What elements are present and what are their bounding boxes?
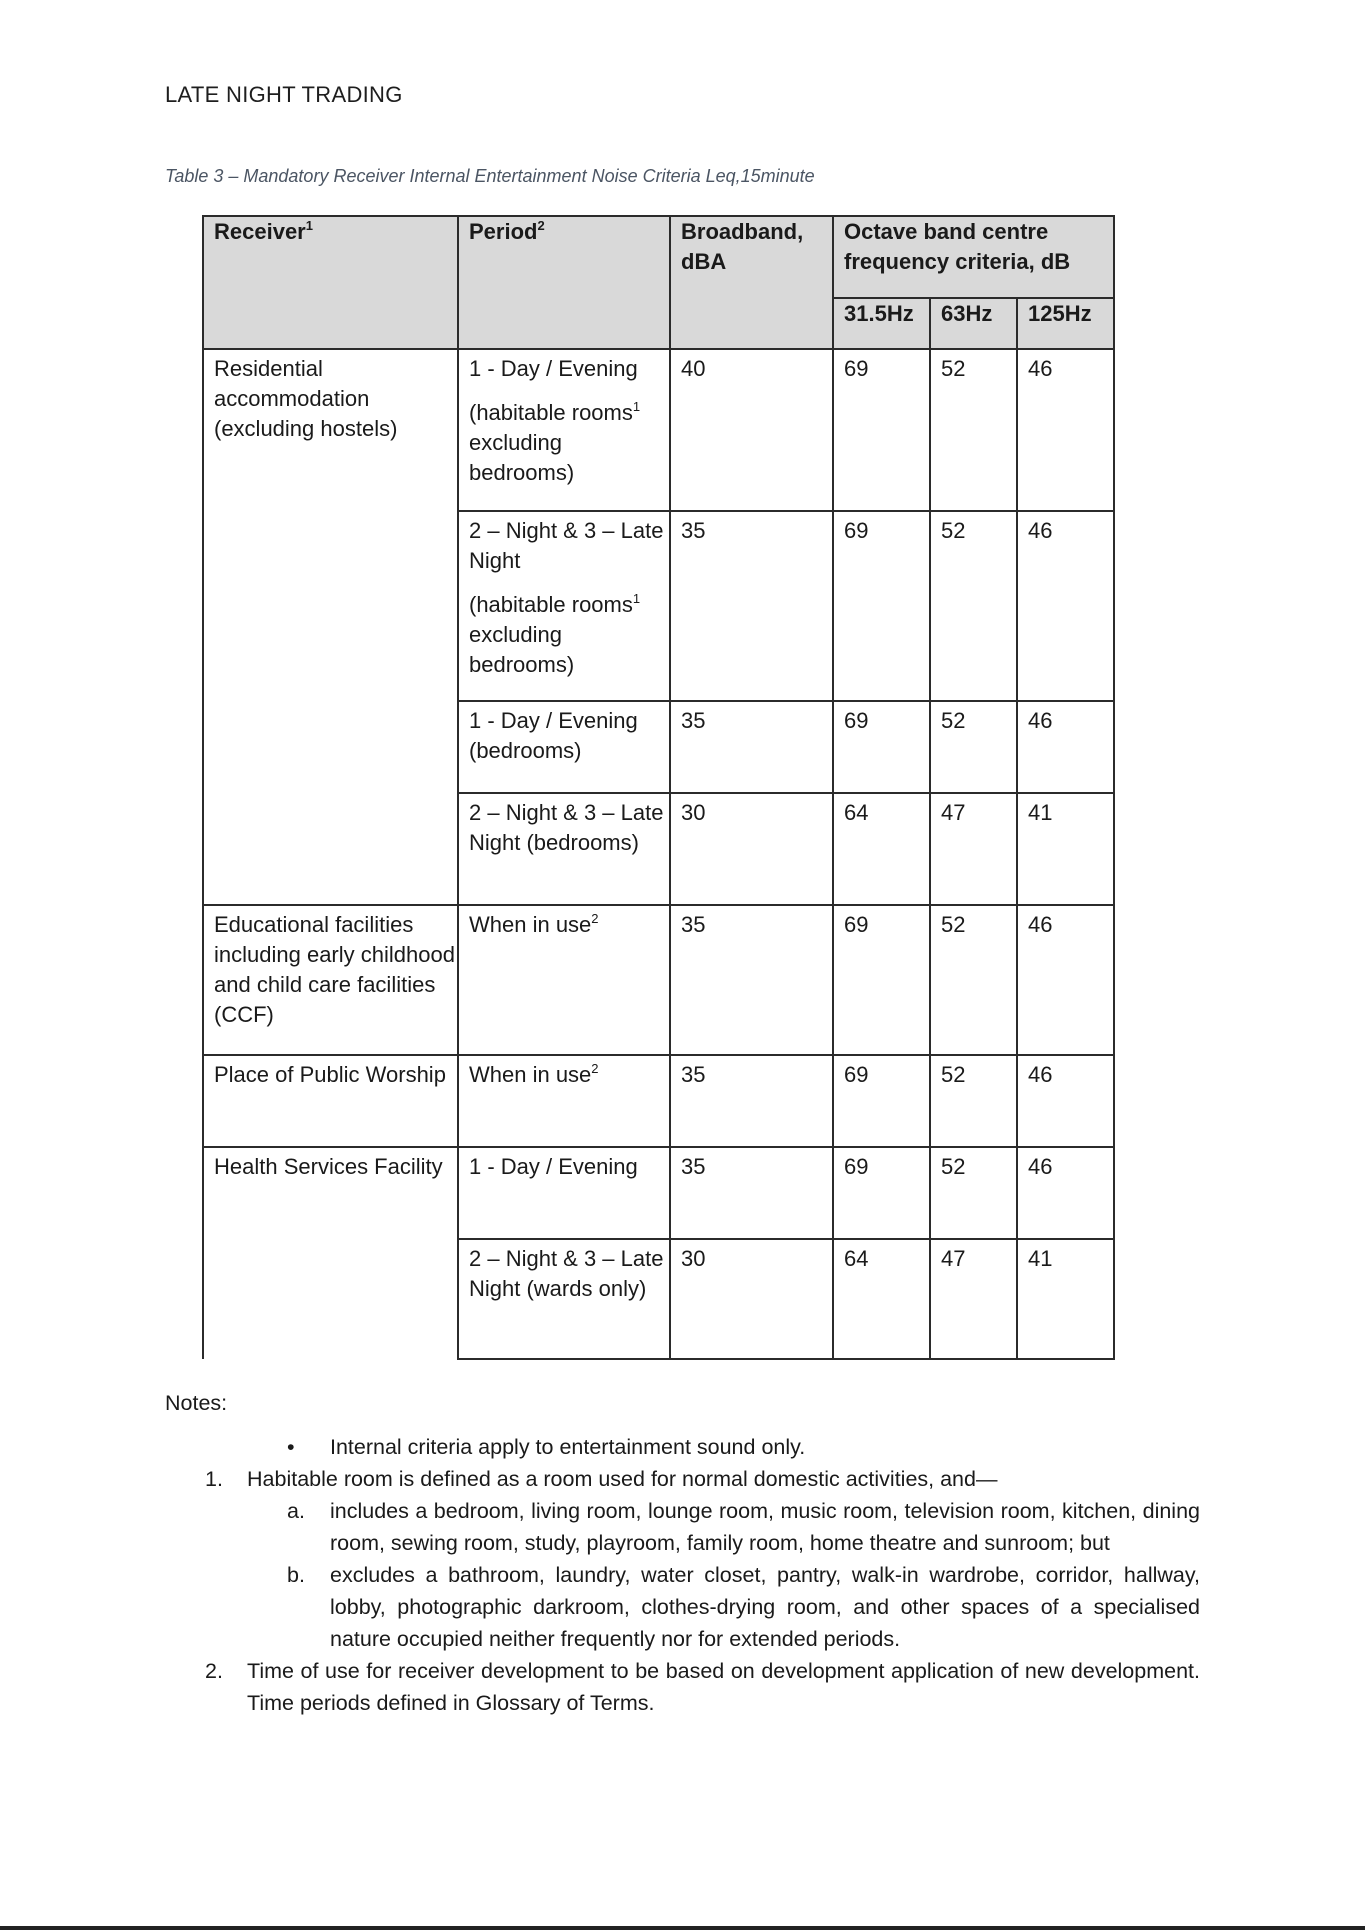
f3-cell: 46: [1017, 511, 1114, 701]
period-cell: 1 - Day / Evening (bedrooms): [458, 701, 670, 793]
period-note: (habitable rooms$^1$ excluding bedrooms): [469, 399, 641, 485]
f2-cell: 52: [930, 511, 1017, 701]
f1-cell: 64: [833, 793, 930, 905]
broadband-cell: 35: [670, 701, 833, 793]
table-row: [203, 905, 1114, 1055]
period-cell: 1 - Day / Evening (habitable rooms$^1$ excluding bedrooms): [458, 349, 670, 511]
f3-cell: 46: [1017, 349, 1114, 511]
receiver-educational: Educational facilities including early childhood and child care facilities (CCF): [203, 905, 458, 1055]
period-cell: 2 – Night & 3 – Late Night (bedrooms): [458, 793, 670, 905]
note-item: 1. Habitable room is defined as a room used for normal domestic activities, and—: [205, 1467, 998, 1491]
f1-cell: 69: [833, 349, 930, 511]
broadband-cell: 35: [670, 1147, 833, 1239]
f3-cell: 41: [1017, 793, 1114, 905]
broadband-cell: 30: [670, 1239, 833, 1359]
page-bottom-border: [0, 1926, 1365, 1930]
f3-cell: 46: [1017, 905, 1114, 1055]
broadband-cell: 40: [670, 349, 833, 511]
f2-cell: 47: [930, 793, 1017, 905]
f2-cell: 52: [930, 1147, 1017, 1239]
note-subitem: b. excludes a bathroom, laundry, water closet, pantry, walk-in wardrobe, corridor, hallway, lobby, photographic darkroom, clothes-drying room, and other spaces of a specialised nature occupied neither frequently nor for extended periods.: [287, 1563, 1200, 1651]
broadband-cell: 30: [670, 793, 833, 905]
f2-cell: 52: [930, 701, 1017, 793]
f3-cell: 46: [1017, 701, 1114, 793]
notes-bullet: • Internal criteria apply to entertainment sound only.: [165, 1431, 1200, 1463]
receiver-worship: Place of Public Worship: [203, 1055, 458, 1147]
f2-cell: 52: [930, 1055, 1017, 1147]
f3-cell: 46: [1017, 1055, 1114, 1147]
table-row: [203, 1055, 1114, 1147]
table-header-row: [203, 216, 1114, 298]
receiver-residential: Residential accommodation (excluding hostels): [203, 349, 458, 905]
period-cell: When in use$^2$: [458, 1055, 670, 1147]
table-caption: Table 3 – Mandatory Receiver Internal Entertainment Noise Criteria Leq,15minute: [165, 166, 815, 186]
f3-cell: 41: [1017, 1239, 1114, 1359]
notes-section: [165, 1387, 1200, 1719]
table-row: [203, 349, 1114, 511]
header-31-5hz: 31.5Hz: [833, 298, 930, 349]
note-item: 2. Time of use for receiver development to be based on development application of new development. Time periods defined in Glossary of Terms.: [205, 1659, 1200, 1715]
receiver-health: Health Services Facility: [203, 1147, 458, 1359]
header-octave-band: Octave band centre frequency criteria, dB: [833, 216, 1114, 298]
broadband-cell: 35: [670, 511, 833, 701]
noise-criteria-table: [202, 215, 1115, 1360]
note-subitem: a. includes a bedroom, living room, lounge room, music room, television room, kitchen, dining room, sewing room, study, playroom, family room, home theatre and sunroom; but: [287, 1499, 1200, 1555]
f1-cell: 69: [833, 701, 930, 793]
period-cell: 2 – Night & 3 – Late Night (wards only): [458, 1239, 670, 1359]
broadband-cell: 35: [670, 905, 833, 1055]
page-header-title: LATE NIGHT TRADING: [165, 82, 403, 107]
notes-title: Notes:: [165, 1391, 228, 1415]
period-cell: 2 – Night & 3 – Late Night (habitable rooms$^1$ excluding bedrooms): [458, 511, 670, 701]
header-63hz: 63Hz: [930, 298, 1017, 349]
f1-cell: 69: [833, 1147, 930, 1239]
period-note: (habitable rooms$^1$ excluding bedrooms): [469, 591, 641, 677]
f3-cell: 46: [1017, 1147, 1114, 1239]
f1-cell: 64: [833, 1239, 930, 1359]
broadband-cell: 35: [670, 1055, 833, 1147]
header-broadband: Broadband, dBA: [670, 216, 833, 349]
period-cell: 1 - Day / Evening: [458, 1147, 670, 1239]
bullet-icon: •: [287, 1435, 295, 1459]
table-row: [203, 1147, 1114, 1239]
header-125hz: 125Hz: [1017, 298, 1114, 349]
period-cell: When in use$^2$: [458, 905, 670, 1055]
f2-cell: 47: [930, 1239, 1017, 1359]
header-receiver: Receiver$^1$: [203, 216, 458, 349]
f1-cell: 69: [833, 511, 930, 701]
f1-cell: 69: [833, 905, 930, 1055]
header-period: Period$^2$: [458, 216, 670, 349]
f2-cell: 52: [930, 905, 1017, 1055]
f1-cell: 69: [833, 1055, 930, 1147]
f2-cell: 52: [930, 349, 1017, 511]
